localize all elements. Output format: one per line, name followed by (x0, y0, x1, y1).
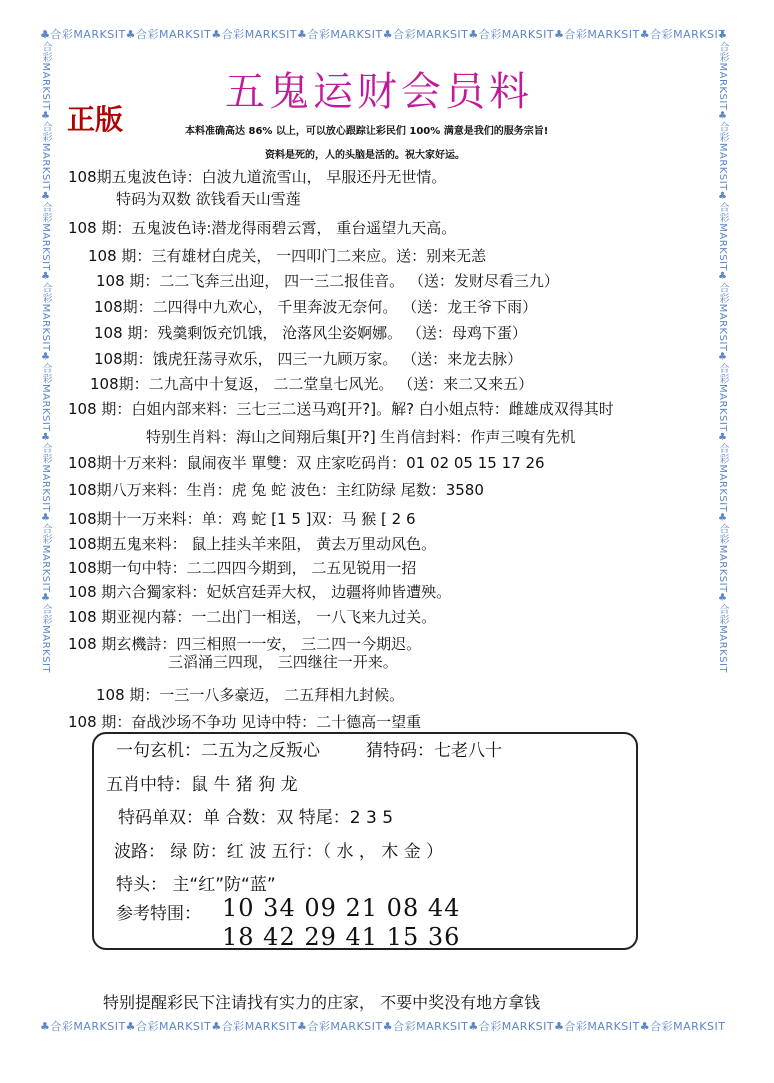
page-title: 五鬼运财会员料 (225, 69, 533, 115)
poem-line-2: 特码为双数 欲钱看天山雪莲 (116, 190, 301, 208)
border-strip-right: ♣合彩MARKSIT♣合彩MARKSIT♣合彩MARKSIT♣合彩MARKSIT♣合彩MARKSIT♣合彩MARKSIT♣合彩MARKSIT♣合彩MARKSIT (717, 30, 728, 674)
poem-line-20: 三滔涌三四现， 三四继往一开来。 (168, 653, 398, 671)
odd-even-line: 特码单双：单 合数：双 特尾：2 3 5 (118, 808, 394, 828)
poem-line-15: 108期五鬼来料： 鼠上挂头羊来阻， 黄去万里动风色。 (68, 535, 437, 553)
poem-line-3: 108 期：五鬼波色诗:潜龙得雨碧云霄， 重台遥望九天高。 (68, 219, 457, 237)
poem-line-22: 108 期：奋战沙场不争功 见诗中特：二十德高一望重 (68, 713, 422, 731)
poem-line-12: 108期十万来料：鼠闹夜半 單雙：双 庄家吃码肖：01 02 05 15 17 26 (68, 454, 545, 472)
poem-line-7: 108 期：残羹剩饭充饥饿， 沧落风尘姿婀娜。 （送：母鸡下蛋） (94, 324, 527, 342)
poem-line-11: 特别生肖料：海山之间翔后集[开?] 生肖信封料：作声三嗅有先机 (146, 428, 576, 446)
poem-line-5: 108 期：二二飞奔三出迎， 四一三二报佳音。 （送：发财尽看三九） (96, 272, 559, 290)
reference-numbers-row-1: 10 34 09 21 08 44 (222, 894, 461, 922)
border-strip-top: ♣合彩MARKSIT♣合彩MARKSIT♣合彩MARKSIT♣合彩MARKSIT♣合彩MARKSIT♣合彩MARKSIT♣合彩MARKSIT♣合彩MARKSIT (40, 28, 726, 41)
poem-line-13: 108期八万来料：生肖：虎 兔 蛇 波色：主红防绿 尾数：3580 (68, 481, 484, 499)
five-zodiac-line: 五肖中特：鼠 牛 猪 狗 龙 (106, 775, 298, 795)
poem-line-8: 108期：饿虎狂荡寻欢乐， 四三一九顾万家。 （送：来龙去脉） (94, 350, 523, 368)
reference-label: 参考特围： (116, 904, 201, 924)
poem-line-21: 108 期：一三一八多豪迈， 二五拜相九封候。 (96, 686, 405, 704)
poem-line-6: 108期：二四得中九欢心， 千里奔波无奈何。 （送：龙王爷下雨） (94, 298, 538, 316)
reference-numbers-row-2: 18 42 29 41 15 36 (222, 923, 461, 951)
poem-line-4: 108 期：三有雄材白虎关， 一四叩门二来应。送：别来无恙 (88, 247, 487, 265)
border-strip-left: ♣合彩MARKSIT♣合彩MARKSIT♣合彩MARKSIT♣合彩MARKSIT♣合彩MARKSIT♣合彩MARKSIT♣合彩MARKSIT♣合彩MARKSIT (40, 30, 51, 674)
luck-note: 资料是死的，人的头脑是活的。祝大家好运。 (265, 150, 465, 161)
guess-line: 猜特码：七老八十 (366, 741, 502, 761)
poem-line-19: 108 期玄機詩：四三相照一一安， 三二四一今期迟。 (68, 635, 422, 653)
poem-line-14: 108期十一万来料：单：鸡 蛇 [1 5 ]双：马 猴 [ 2 6 (68, 510, 416, 528)
border-strip-bottom: ♣合彩MARKSIT♣合彩MARKSIT♣合彩MARKSIT♣合彩MARKSIT♣合彩MARKSIT♣合彩MARKSIT♣合彩MARKSIT♣合彩MARKSIT (40, 1020, 726, 1033)
poem-line-17: 108 期六合獨家料：妃妖宫廷弄大权， 边疆将帅皆遭殃。 (68, 583, 452, 601)
accuracy-note: 本料准确高达 86% 以上，可以放心跟踪让彩民们 100% 满意是我们的服务宗旨! (185, 126, 549, 137)
wave-line: 波路： 绿 防：红 波 五行：（ 水 ， 木 金 ） (114, 842, 444, 862)
head-line: 特头： 主“红”防“蓝” (116, 875, 276, 895)
genuine-badge: 正版 (67, 103, 124, 136)
poem-line-10: 108 期：白姐内部来料：三七三二送马鸡[开?]。解? 白小姐点特：雌雄成双得其时 (68, 400, 614, 418)
footer-reminder: 特别提醒彩民下注请找有实力的庄家， 不要中奖没有地方拿钱 (103, 993, 541, 1012)
poem-line-18: 108 期亚视内幕：一二出门一相送， 一八飞来九过关。 (68, 608, 437, 626)
poem-line-1: 108期五鬼波色诗：白波九道流雪山， 早服还丹无世情。 (68, 168, 447, 186)
riddle-line: 一句玄机：二五为之反叛心 (116, 741, 320, 761)
poem-line-9: 108期：二九高中十复返， 二二堂皇七风光。 （送：来二又来五） (90, 375, 534, 393)
poem-line-16: 108期一句中特：二二四四今期到， 二五见锐用一招 (68, 559, 417, 577)
